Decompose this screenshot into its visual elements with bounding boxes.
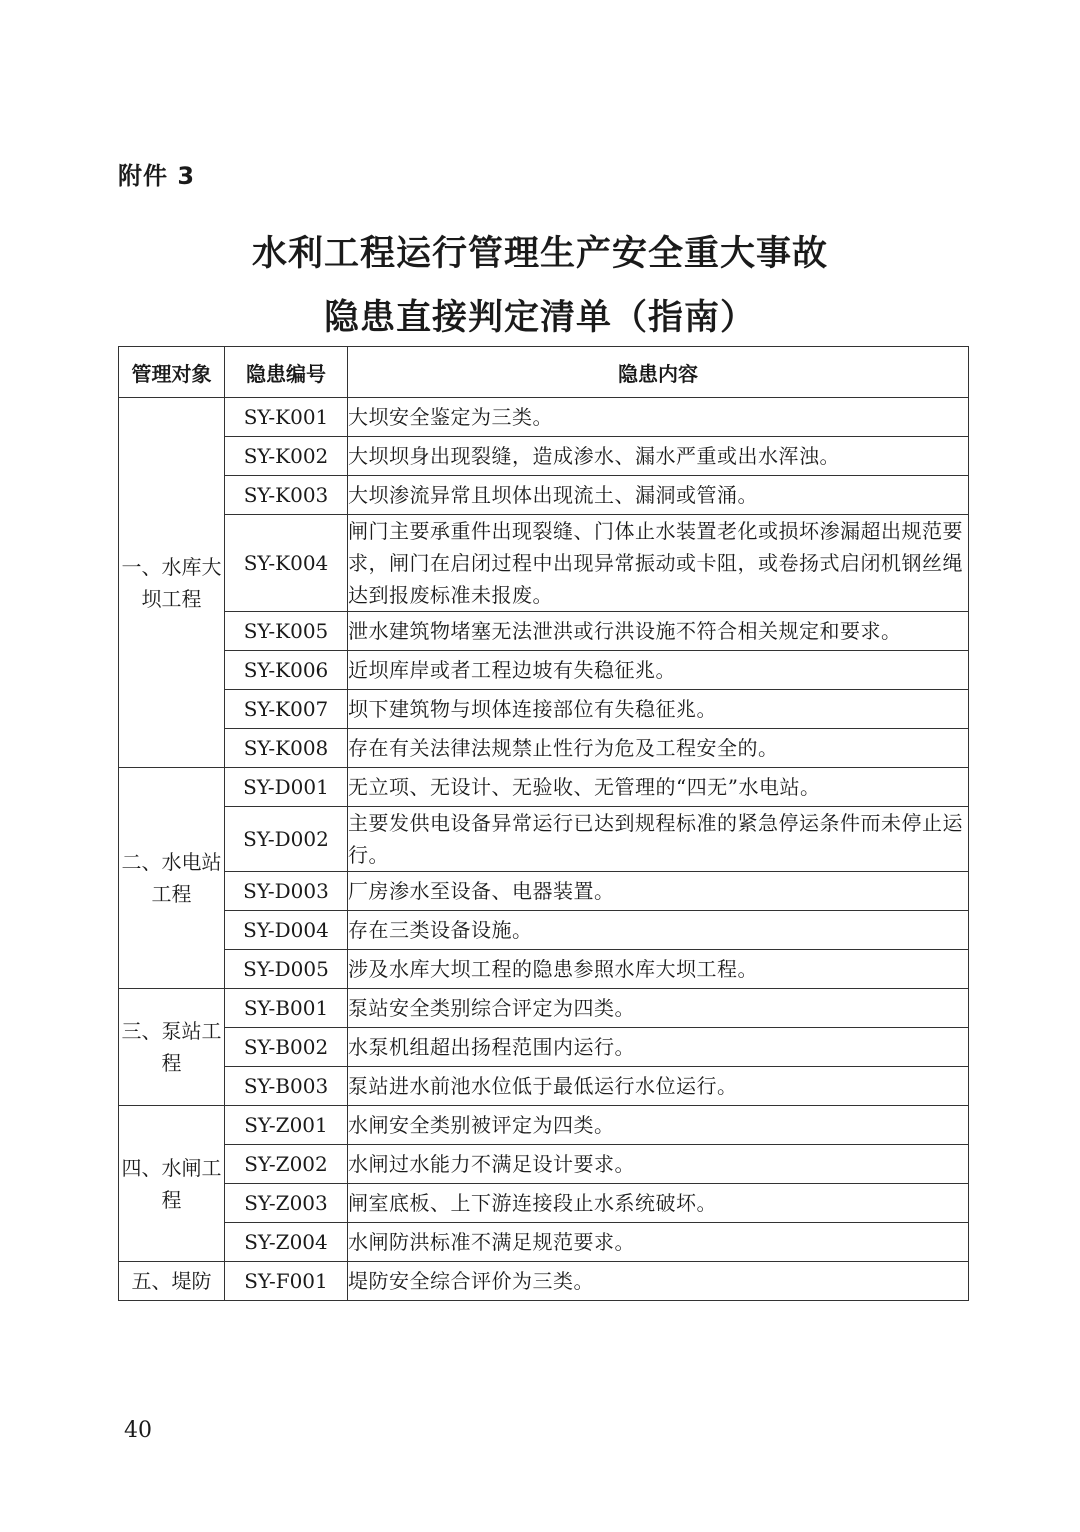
hazard-content: 大坝安全鉴定为三类。 <box>348 398 969 437</box>
hazard-content: 存在有关法律法规禁止性行为危及工程安全的。 <box>348 729 969 768</box>
hazard-code: SY-K004 <box>225 515 348 612</box>
document-title-line-1: 水利工程运行管理生产安全重大事故 <box>251 233 828 274</box>
hazard-code: SY-F001 <box>225 1262 348 1301</box>
hazard-code: SY-Z003 <box>225 1184 348 1223</box>
hazard-code: SY-D004 <box>225 911 348 950</box>
hazard-code: SY-B003 <box>225 1067 348 1106</box>
hazard-content: 泵站进水前池水位低于最低运行水位运行。 <box>348 1067 969 1106</box>
hazard-code: SY-K006 <box>225 651 348 690</box>
table-row <box>119 1067 969 1106</box>
hazard-content: 存在三类设备设施。 <box>348 911 969 950</box>
hazard-content: 闸门主要承重件出现裂缝、门体止水装置老化或损坏渗漏超出规范要求，闸门在启闭过程中出现异常振动或卡阻，或卷扬式启闭机钢丝绳达到报废标准未报废。 <box>348 515 969 612</box>
hazard-content: 闸室底板、上下游连接段止水系统破坏。 <box>348 1184 969 1223</box>
table-row <box>119 911 969 950</box>
table-row <box>119 1262 969 1301</box>
table-row <box>119 807 969 872</box>
hazard-content: 水泵机组超出扬程范围内运行。 <box>348 1028 969 1067</box>
hazard-content: 泵站安全类别综合评定为四类。 <box>348 989 969 1028</box>
table-row <box>119 1145 969 1184</box>
table-row <box>119 437 969 476</box>
hazard-code: SY-D002 <box>225 807 348 872</box>
hazard-content: 堤防安全综合评价为三类。 <box>348 1262 969 1301</box>
hazard-code: SY-Z002 <box>225 1145 348 1184</box>
hazard-code: SY-K007 <box>225 690 348 729</box>
column-header-code: 隐患编号 <box>225 347 348 398</box>
hazard-content: 近坝库岸或者工程边坡有失稳征兆。 <box>348 651 969 690</box>
management-object-cell: 二、水电站工程 <box>119 768 225 989</box>
hazard-code: SY-B002 <box>225 1028 348 1067</box>
hazard-code: SY-K001 <box>225 398 348 437</box>
table-header-row <box>119 347 969 398</box>
hazard-code: SY-K008 <box>225 729 348 768</box>
hazard-content: 坝下建筑物与坝体连接部位有失稳征兆。 <box>348 690 969 729</box>
table-row <box>119 690 969 729</box>
attachment-label: 附件 3 <box>118 162 196 190</box>
hazard-code: SY-D005 <box>225 950 348 989</box>
hazard-code: SY-D001 <box>225 768 348 807</box>
hazard-content: 厂房渗水至设备、电器装置。 <box>348 872 969 911</box>
hazard-code: SY-B001 <box>225 989 348 1028</box>
column-header-object: 管理对象 <box>119 347 225 398</box>
hazard-content: 主要发供电设备异常运行已达到规程标准的紧急停运条件而未停止运行。 <box>348 807 969 872</box>
hazard-code: SY-K003 <box>225 476 348 515</box>
hazard-content: 水闸防洪标准不满足规范要求。 <box>348 1223 969 1262</box>
management-object-cell: 四、水闸工程 <box>119 1106 225 1262</box>
column-header-content: 隐患内容 <box>348 347 969 398</box>
table-row <box>119 950 969 989</box>
table-row <box>119 1028 969 1067</box>
table-row <box>119 476 969 515</box>
hazard-content: 无立项、无设计、无验收、无管理的“四无”水电站。 <box>348 768 969 807</box>
management-object-cell: 一、水库大坝工程 <box>119 398 225 768</box>
table-row <box>119 989 969 1028</box>
table-row <box>119 1106 969 1145</box>
hazard-content: 水闸过水能力不满足设计要求。 <box>348 1145 969 1184</box>
table-row <box>119 1223 969 1262</box>
table-row <box>119 1184 969 1223</box>
hazard-content: 大坝坝身出现裂缝，造成渗水、漏水严重或出水浑浊。 <box>348 437 969 476</box>
hazard-content: 大坝渗流异常且坝体出现流土、漏洞或管涌。 <box>348 476 969 515</box>
hazard-content: 泄水建筑物堵塞无法泄洪或行洪设施不符合相关规定和要求。 <box>348 612 969 651</box>
table-row <box>119 729 969 768</box>
document-title-line-2: 隐患直接判定清单（指南） <box>323 297 756 338</box>
table-row <box>119 768 969 807</box>
table-row <box>119 651 969 690</box>
hazard-code: SY-Z001 <box>225 1106 348 1145</box>
hazard-code: SY-Z004 <box>225 1223 348 1262</box>
table-row <box>119 872 969 911</box>
table-row <box>119 515 969 612</box>
hazard-code: SY-D003 <box>225 872 348 911</box>
management-object-cell: 五、堤防 <box>119 1262 225 1301</box>
table-row <box>119 398 969 437</box>
page-number: 40 <box>124 1418 152 1443</box>
table-row <box>119 612 969 651</box>
hazard-content: 涉及水库大坝工程的隐患参照水库大坝工程。 <box>348 950 969 989</box>
hazard-code: SY-K005 <box>225 612 348 651</box>
management-object-cell: 三、泵站工程 <box>119 989 225 1106</box>
hazard-content: 水闸安全类别被评定为四类。 <box>348 1106 969 1145</box>
hazard-table <box>118 346 969 1301</box>
hazard-code: SY-K002 <box>225 437 348 476</box>
